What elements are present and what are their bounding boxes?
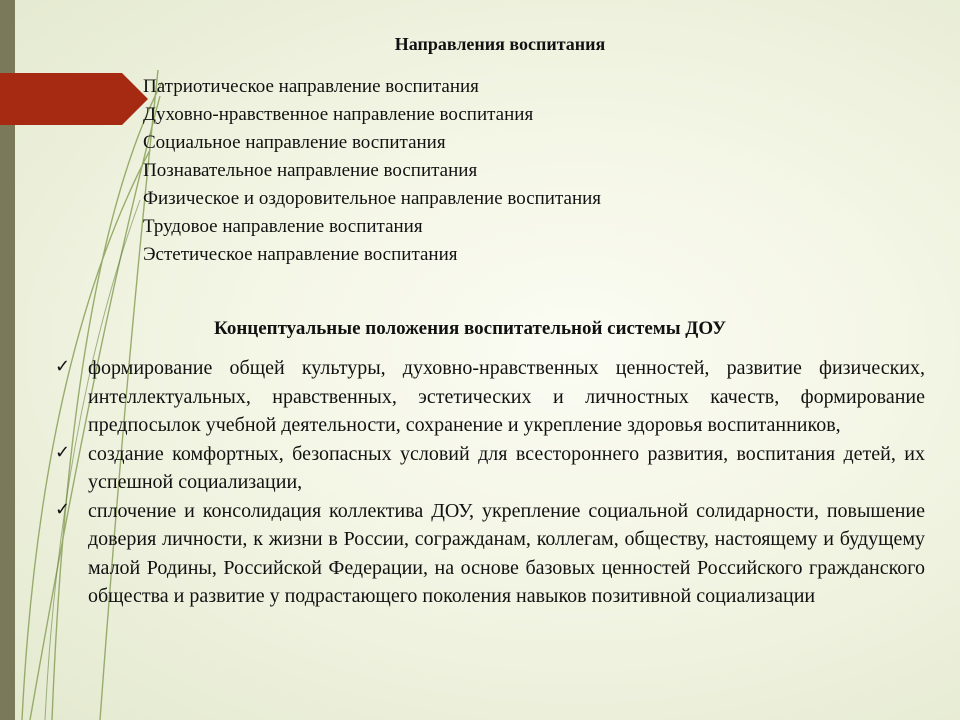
- list-item: Социальное направление воспитания: [143, 132, 446, 153]
- list-item: [55, 354, 925, 440]
- list-item: [55, 440, 925, 497]
- principle-text: создание комфортных, безопасных условий для всестороннего развития, воспитания детей, их успешной социализации,: [88, 442, 925, 493]
- principle-text: формирование общей культуры, духовно-нравственных ценностей, развитие физических, интеллектуальных, нравственных, эстетических и личностных качеств, формирование предпосылок учебной деятельности, сохранение и укрепление здоровья воспитанников,: [88, 357, 925, 436]
- list-item: Физическое и оздоровительное направление воспитания: [143, 188, 602, 209]
- list-item: [55, 497, 925, 611]
- red-arrow-banner: [0, 73, 148, 125]
- list-item: Духовно-нравственное направление воспитания: [143, 104, 534, 125]
- directions-list: [143, 73, 601, 269]
- principle-text: сплочение и консолидация коллектива ДОУ, укрепление социальной солидарности, повышение доверия личности, к жизни в России, согражданам, коллегам, обществу, настоящему и будущему малой Родины, Российской Федерации, на основе базовых ценностей Российского гражданского общества и развитие у подрастающего поколения навыков позитивной социализации: [88, 499, 925, 607]
- checkmark-icon: ✓: [55, 441, 71, 463]
- principles-list: [55, 354, 925, 611]
- checkmark-icon: ✓: [55, 356, 71, 377]
- principles-title: Концептуальные положения воспитательной системы ДОУ: [213, 318, 727, 339]
- directions-title: Направления воспитания: [394, 34, 606, 54]
- list-item: Патриотическое направление воспитания: [143, 76, 479, 97]
- list-item: Трудовое направление воспитания: [143, 216, 423, 237]
- list-item: Эстетическое направление воспитания: [143, 244, 458, 265]
- list-item: Познавательное направление воспитания: [143, 160, 478, 181]
- checkmark-icon: ✓: [55, 498, 71, 520]
